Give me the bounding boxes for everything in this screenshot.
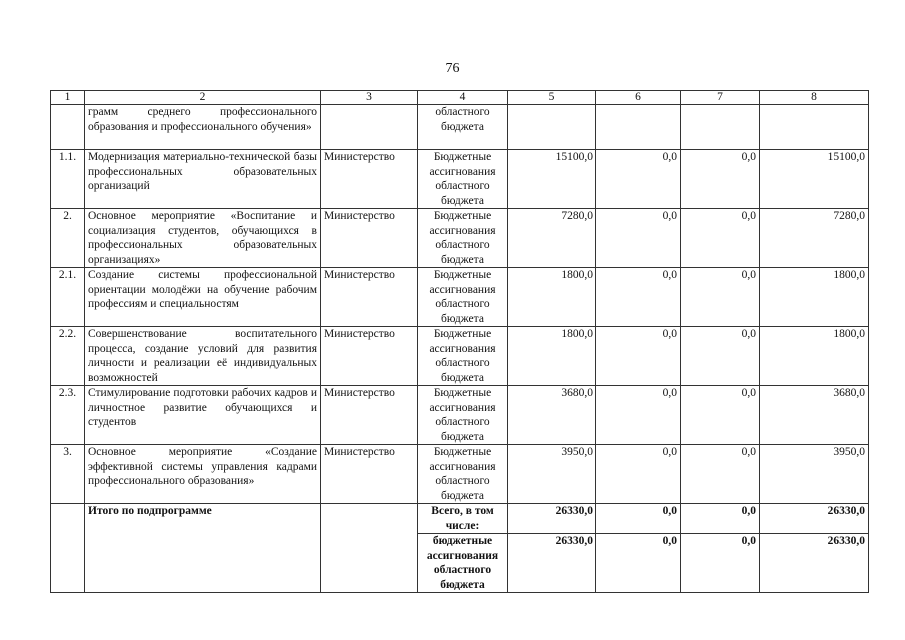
row-value-5: 3680,0: [508, 386, 596, 445]
total-value-7: 0,0: [681, 504, 760, 534]
table-row: [51, 209, 869, 268]
total-value-6: 0,0: [596, 504, 681, 534]
row-value-6: 0,0: [596, 386, 681, 445]
row-source: Бюджетные ассигнования областного бюджета: [418, 327, 508, 386]
col-header: 5: [508, 91, 596, 105]
row-value-8: 1800,0: [760, 268, 869, 327]
row-number: 3.: [51, 445, 85, 504]
row-value-7: [681, 105, 760, 150]
total-value-5: 26330,0: [508, 504, 596, 534]
row-number: 1.1.: [51, 150, 85, 209]
row-value-5: 15100,0: [508, 150, 596, 209]
row-value-8: 3950,0: [760, 445, 869, 504]
row-number: 2.2.: [51, 327, 85, 386]
row-value-5: 1800,0: [508, 268, 596, 327]
row-value-6: 0,0: [596, 150, 681, 209]
row-value-7: 0,0: [681, 150, 760, 209]
row-source: Бюджетные ассигнования областного бюджета: [418, 268, 508, 327]
row-value-5: [508, 105, 596, 150]
row-name: Модернизация материально-технической базы профессиональных образовательных организаций: [85, 150, 321, 209]
row-source: областного бюджета: [418, 105, 508, 150]
row-organization: Министерство: [321, 268, 418, 327]
row-source: Бюджетные ассигнования областного бюджета: [418, 445, 508, 504]
table-row: [51, 327, 869, 386]
total-subrow-value-6: 0,0: [596, 534, 681, 593]
col-header: 8: [760, 91, 869, 105]
col-header: 7: [681, 91, 760, 105]
row-number: [51, 105, 85, 150]
table-row: [51, 445, 869, 504]
row-value-6: 0,0: [596, 268, 681, 327]
row-organization: Министерство: [321, 445, 418, 504]
row-source: Бюджетные ассигнования областного бюджета: [418, 386, 508, 445]
row-value-6: 0,0: [596, 327, 681, 386]
row-name: Стимулирование подготовки рабочих кадров и личностное развитие обучающихся и студентов: [85, 386, 321, 445]
row-number: 2.1.: [51, 268, 85, 327]
row-name: Основное мероприятие «Воспитание и социализация студентов, обучающихся в профессиональных образовательных организациях»: [85, 209, 321, 268]
row-value-5: 7280,0: [508, 209, 596, 268]
row-organization: [321, 105, 418, 150]
row-name: Совершенствование воспитательного процесса, создание условий для развития личности и реализации её индивидуальных возможностей: [85, 327, 321, 386]
row-value-6: 0,0: [596, 209, 681, 268]
row-value-8: 7280,0: [760, 209, 869, 268]
row-number: 2.3.: [51, 386, 85, 445]
total-value-8: 26330,0: [760, 504, 869, 534]
total-subrow-value-5: 26330,0: [508, 534, 596, 593]
row-name: грамм среднего профессионального образования и профессионального обучения»: [85, 105, 321, 150]
row-organization: Министерство: [321, 327, 418, 386]
row-value-5: 1800,0: [508, 327, 596, 386]
page-number: 76: [445, 61, 460, 76]
table-row: [51, 150, 869, 209]
row-value-7: 0,0: [681, 445, 760, 504]
row-value-5: 3950,0: [508, 445, 596, 504]
row-number: 2.: [51, 209, 85, 268]
row-name: Создание системы профессиональной ориентации молодёжи на обучение рабочим профессиям и специальностям: [85, 268, 321, 327]
row-value-7: 0,0: [681, 268, 760, 327]
row-organization: Министерство: [321, 209, 418, 268]
row-source: Бюджетные ассигнования областного бюджета: [418, 150, 508, 209]
total-organization: [321, 504, 418, 593]
row-value-8: 1800,0: [760, 327, 869, 386]
row-value-8: 3680,0: [760, 386, 869, 445]
header-row: [51, 91, 869, 105]
row-source: Бюджетные ассигнования областного бюджета: [418, 209, 508, 268]
row-organization: Министерство: [321, 150, 418, 209]
total-source: Всего, в том числе:: [418, 504, 508, 534]
row-value-6: 0,0: [596, 445, 681, 504]
col-header: 3: [321, 91, 418, 105]
table-row: [51, 386, 869, 445]
row-value-8: 15100,0: [760, 150, 869, 209]
table-row: [51, 105, 869, 150]
row-value-6: [596, 105, 681, 150]
row-value-7: 0,0: [681, 327, 760, 386]
row-value-7: 0,0: [681, 209, 760, 268]
col-header: 6: [596, 91, 681, 105]
col-header: 1: [51, 91, 85, 105]
row-name: Основное мероприятие «Создание эффективной системы управления кадрами профессионального образования»: [85, 445, 321, 504]
budget-table: [50, 90, 869, 593]
table-row: [51, 268, 869, 327]
total-subrow-source: бюджетные ассигнования областного бюджета: [418, 534, 508, 593]
row-value-8: [760, 105, 869, 150]
row-organization: Министерство: [321, 386, 418, 445]
col-header: 2: [85, 91, 321, 105]
total-row: [51, 504, 869, 534]
row-value-7: 0,0: [681, 386, 760, 445]
total-number: [51, 504, 85, 593]
total-subrow-value-8: 26330,0: [760, 534, 869, 593]
total-label: Итого по подпрограмме: [85, 504, 321, 593]
col-header: 4: [418, 91, 508, 105]
total-subrow-value-7: 0,0: [681, 534, 760, 593]
